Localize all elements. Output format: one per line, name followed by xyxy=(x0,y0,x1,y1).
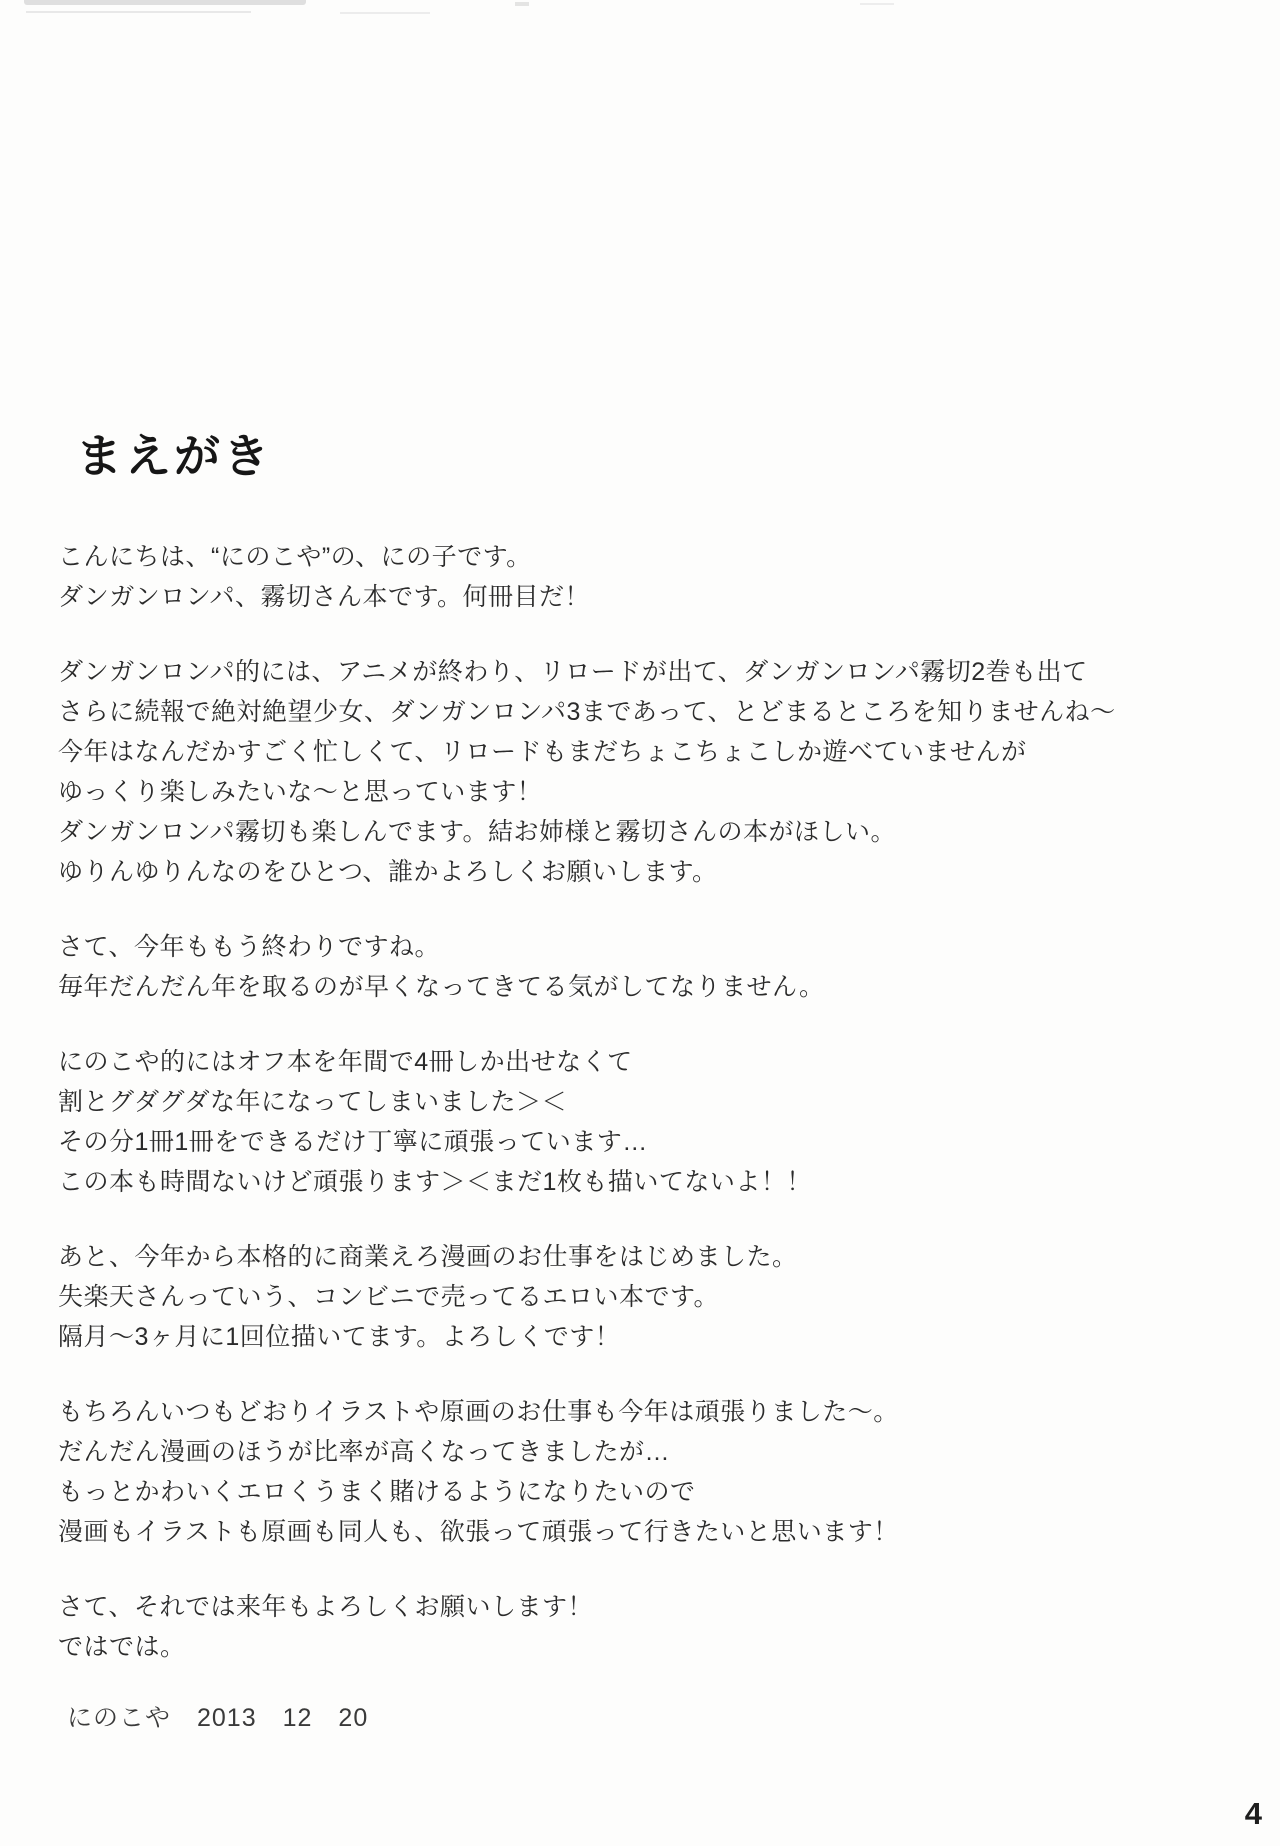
text-line: この本も時間ないけど頑張ります＞＜まだ1枚も描いてないよ！！ xyxy=(58,1168,812,1196)
text-line: 割とグダグダな年になってしまいました＞＜ xyxy=(58,1088,568,1116)
text-line: その分1冊1冊をできるだけ丁寧に頑張っています… xyxy=(58,1128,648,1156)
text-line: ダンガンロンパ的には、アニメが終わり、リロードが出て、ダンガンロンパ霧切2巻も出て xyxy=(58,658,1088,686)
text-line: あと、今年から本格的に商業えろ漫画のお仕事をはじめました。 xyxy=(58,1243,798,1271)
paragraph xyxy=(58,1392,1238,1552)
page-number: 4 xyxy=(1244,1796,1262,1831)
text-line: さて、今年ももう終わりですね。 xyxy=(58,933,441,961)
scan-artifact xyxy=(26,11,251,13)
text-line: 毎年だんだん年を取るのが早くなってきてる気がしてなりません。 xyxy=(58,973,825,1001)
text-line: ゆっくり楽しみたいな～と思っています！ xyxy=(58,778,543,806)
text-line: もちろんいつもどおりイラストや原画のお仕事も今年は頑張りました～。 xyxy=(58,1398,899,1426)
text-line: ダンガンロンパ霧切も楽しんでます。結お姉様と霧切さんの本がほしい。 xyxy=(58,818,897,846)
text-line: ではでは。 xyxy=(58,1633,186,1661)
text-line: 漫画もイラストも原画も同人も、欲張って頑張って行きたいと思います！ xyxy=(58,1518,899,1546)
paragraph xyxy=(58,1237,1238,1357)
paragraph xyxy=(58,927,1238,1007)
paragraph xyxy=(58,1042,1238,1202)
paragraph xyxy=(58,652,1238,892)
scan-artifact xyxy=(515,2,529,6)
paragraph xyxy=(58,537,1238,617)
text-line: こんにちは、“にのこや”の、にの子です。 xyxy=(58,543,532,571)
foreword-body xyxy=(58,537,1238,1702)
page-title: まえがき xyxy=(76,430,272,482)
paragraph xyxy=(58,1587,1238,1667)
text-line: だんだん漫画のほうが比率が高くなってきましたが… xyxy=(58,1438,671,1466)
signature-date: にのこや 2013 12 20 xyxy=(67,1704,369,1732)
text-line: さて、それでは来年もよろしくお願いします！ xyxy=(58,1593,594,1621)
text-line: 今年はなんだかすごく忙しくて、リロードもまだちょこちょこしか遊べていませんが xyxy=(58,738,1027,766)
scan-artifact xyxy=(340,12,430,14)
text-line: にのこや的にはオフ本を年間で4冊しか出せなくて xyxy=(58,1048,633,1076)
text-line: もっとかわいくエロくうまく賭けるようになりたいので xyxy=(58,1478,696,1506)
text-line: 失楽天さんっていう、コンビニで売ってるエロい本です。 xyxy=(58,1283,720,1311)
text-line: ダンガンロンパ、霧切さん本です。何冊目だ！ xyxy=(58,583,591,611)
text-line: ゆりんゆりんなのをひとつ、誰かよろしくお願いします。 xyxy=(58,858,718,886)
text-line: さらに続報で絶対絶望少女、ダンガンロンパ3まであって、とどまるところを知りませんね～ xyxy=(58,698,1116,726)
scan-artifact xyxy=(24,0,306,5)
scan-artifact xyxy=(860,3,894,5)
text-line: 隔月～3ヶ月に1回位描いてます。よろしくです！ xyxy=(58,1323,621,1351)
